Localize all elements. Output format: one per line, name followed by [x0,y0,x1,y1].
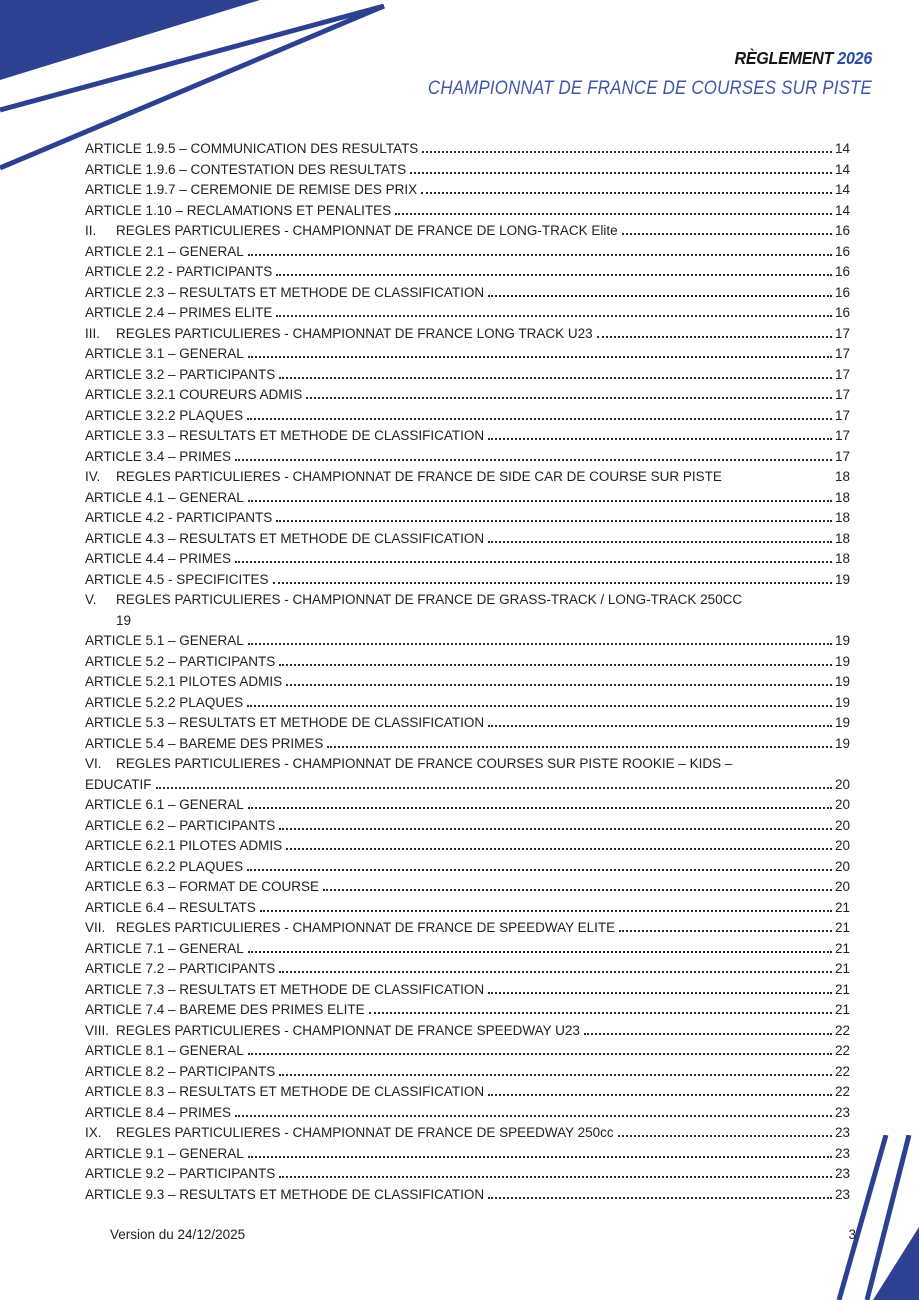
toc-entry-title: ARTICLE 3.2.1 COUREURS ADMIS [85,387,303,402]
leader-dots [276,315,832,317]
toc-page-number: 16 [834,284,850,300]
leader-dots [276,274,832,276]
toc-row [85,939,850,960]
toc-row [85,631,850,652]
toc-row [85,693,850,714]
toc-entry-title: ARTICLE 2.4 – PRIMES ELITE [85,305,273,320]
toc-section-numeral: V. [85,592,97,607]
leader-dots [247,869,832,871]
toc-row [85,611,850,632]
toc-entry-title: ARTICLE 5.2.1 PILOTES ADMIS [85,674,283,689]
leader-dots [619,930,832,932]
toc-entry-title: ARTICLE 1.9.6 – CONTESTATION DES RESULTATS [85,161,407,177]
leader-dots [279,377,832,379]
leader-dots [306,397,832,399]
toc-page-number: 19 [834,715,850,730]
toc-page-number: 19 [834,653,850,669]
toc-row [85,529,850,550]
toc-page-number: 21 [834,940,850,956]
speed-line [0,6,384,110]
toc-row [85,385,850,406]
toc-page-number: 17 [834,366,850,382]
toc-entry-title: 19 [116,612,132,628]
leader-dots [235,561,832,563]
toc-page-number: 16 [834,243,850,259]
toc-page-number: 18 [834,489,850,505]
document-subtitle: CHAMPIONNAT DE FRANCE DE COURSES SUR PISTE [427,78,872,99]
toc-row [85,877,850,898]
title-text: RÈGLEMENT [734,48,834,68]
toc-page-number: 21 [834,1002,850,1017]
toc-page-number: 21 [834,899,850,915]
toc-page-number: 14 [834,182,850,197]
toc-row [85,570,850,591]
toc-page-number: 19 [834,694,850,710]
toc-page-number: 17 [834,428,850,443]
toc-row [85,1021,850,1042]
toc-entry-title: ARTICLE 2.1 – GENERAL [85,243,244,259]
toc-entry-title: REGLES PARTICULIERES - CHAMPIONNAT DE FRANCE DE LONG-TRACK Elite [116,223,618,238]
leader-dots [323,889,832,891]
toc-entry-title: ARTICLE 7.4 – BAREME DES PRIMES ELITE [85,1002,365,1017]
leader-dots [273,582,832,584]
corner-wedge [0,0,260,80]
toc-page-number: 19 [834,633,850,648]
toc-entry-title: ARTICLE 9.1 – GENERAL [85,1145,244,1161]
toc-row [85,488,850,509]
toc-entry-title: ARTICLE 9.2 – PARTICIPANTS [85,1166,276,1181]
toc-page-number: 14 [834,202,850,218]
toc-row [85,180,850,201]
toc-entry-title: ARTICLE 5.1 – GENERAL [85,633,244,648]
toc-entry-title: ARTICLE 3.2.2 PLAQUES [85,407,244,423]
leader-dots [327,746,832,748]
leader-dots [247,705,832,707]
toc-entry-title: ARTICLE 8.3 – RESULTATS ET METHODE DE CLASSIFICATION [85,1084,485,1099]
leader-dots [410,172,832,174]
toc-page-number: 21 [834,981,850,997]
leader-dots [248,1156,832,1158]
toc-entry-title: ARTICLE 7.1 – GENERAL [85,940,244,956]
toc-row [85,1164,850,1185]
toc-row [85,549,850,570]
toc-row [85,652,850,673]
toc-page-number: 20 [834,858,850,874]
leader-dots [248,500,832,502]
page-header [372,48,872,100]
toc-row [85,508,850,529]
toc-entry-title: ARTICLE 3.4 – PRIMES [85,448,232,464]
toc-page-number: 19 [834,735,850,751]
leader-dots [286,684,832,686]
toc-entry-title: ARTICLE 8.1 – GENERAL [85,1043,244,1058]
document-title [412,48,872,69]
toc-row [85,1041,850,1062]
toc-row [85,221,850,242]
toc-section-numeral: II. [85,223,97,238]
toc-row [85,365,850,386]
page-number: 3 [848,1227,856,1242]
toc-page-number: 20 [834,797,850,812]
toc-row [85,242,850,263]
toc-entry-title: ARTICLE 5.2 – PARTICIPANTS [85,653,276,669]
toc-row [85,1000,850,1021]
toc-page-number: 20 [834,838,850,853]
leader-dots [279,664,832,666]
toc-page-number: 19 [834,571,850,587]
toc-section-numeral: IX. [85,1125,102,1140]
leader-dots [260,910,832,912]
toc-row [85,1082,850,1103]
toc-row [85,447,850,468]
toc-section-numeral: VI. [85,756,102,771]
toc-row [85,754,850,775]
leader-dots [248,356,832,358]
toc-row [85,139,850,160]
toc-row [85,406,850,427]
leader-dots [235,459,832,461]
leader-dots [276,520,832,522]
toc-page-number: 23 [834,1145,850,1161]
toc-page-number: 14 [834,141,850,156]
leader-dots [279,1074,832,1076]
toc-page-number: 19 [834,674,850,689]
toc-entry-title: ARTICLE 1.10 – RECLAMATIONS ET PENALITES [85,202,392,218]
toc-entry-title: REGLES PARTICULIERES - CHAMPIONNAT DE FRANCE DE SIDE CAR DE COURSE SUR PISTE [116,469,722,484]
toc-entry-title: ARTICLE 2.2 - PARTICIPANTS [85,264,273,279]
toc-row [85,262,850,283]
leader-dots [248,1053,832,1055]
toc-row [85,734,850,755]
toc-entry-title: ARTICLE 6.3 – FORMAT DE COURSE [85,879,320,894]
toc-section-numeral: III. [85,325,101,341]
leader-dots [488,438,832,440]
toc-page-number: 21 [834,920,850,935]
toc-page-number: 22 [834,1022,850,1038]
toc-page-number: 23 [834,1166,850,1181]
toc-entry-title: ARTICLE 8.2 – PARTICIPANTS [85,1063,276,1079]
toc-page-number: 17 [834,407,850,423]
toc-page-number: 20 [834,776,850,792]
toc-entry-title: ARTICLE 6.2.2 PLAQUES [85,858,244,874]
toc-row [85,795,850,816]
toc-row [85,324,850,345]
toc-section-numeral: IV. [85,469,101,484]
toc-entry-title: REGLES PARTICULIERES - CHAMPIONNAT DE FRANCE COURSES SUR PISTE ROOKIE – KIDS – [116,756,733,771]
toc-row [85,672,850,693]
leader-dots [488,1094,832,1096]
speed-line [867,1135,909,1300]
toc-row [85,775,850,796]
toc-page-number: 16 [834,305,850,320]
toc-entry-title: ARTICLE 6.2.1 PILOTES ADMIS [85,838,283,853]
leader-dots [286,848,832,850]
toc-entry-title: ARTICLE 6.1 – GENERAL [85,797,244,812]
toc-entry-title: ARTICLE 4.5 - SPECIFICITES [85,571,269,587]
toc-row [85,426,850,447]
toc-page-number: 18 [834,530,850,546]
toc-entry-title: EDUCATIF [85,776,152,792]
toc-page-number: 21 [834,961,850,976]
toc-row [85,1062,850,1083]
toc-row [85,713,850,734]
toc-row [85,201,850,222]
toc-page-number: 18 [834,510,850,525]
page-footer [110,1227,856,1242]
leader-dots [395,213,832,215]
leader-dots [248,951,832,953]
leader-dots [248,643,832,645]
toc-page-number: 17 [834,346,850,361]
toc-page-number: 22 [834,1084,850,1099]
toc-row [85,980,850,1001]
toc-row [85,303,850,324]
toc-row [85,1103,850,1124]
toc-page-number: 23 [834,1186,850,1202]
toc-row [85,1144,850,1165]
toc-entry-title: REGLES PARTICULIERES - CHAMPIONNAT DE FRANCE DE SPEEDWAY 250cc [116,1125,614,1140]
toc-entry-title: ARTICLE 2.3 – RESULTATS ET METHODE DE CLASSIFICATION [85,284,485,300]
leader-dots [247,418,832,420]
toc-entry-title: ARTICLE 4.2 - PARTICIPANTS [85,510,273,525]
toc-row [85,160,850,181]
toc-row [85,918,850,939]
leader-dots [279,828,832,830]
leader-dots [488,725,832,727]
toc-page-number: 20 [834,879,850,894]
leader-dots [488,295,832,297]
toc-entry-title: ARTICLE 8.4 – PRIMES [85,1104,232,1120]
toc-page-number: 18 [834,469,850,484]
leader-dots [488,1197,832,1199]
toc-row [85,816,850,837]
leader-dots [248,254,832,256]
leader-dots [421,192,832,194]
toc-page-number: 17 [834,448,850,464]
toc-row [85,590,850,611]
toc-row [85,344,850,365]
toc-row [85,1185,850,1206]
toc-page-number: 22 [834,1063,850,1079]
toc-entry-title: ARTICLE 4.1 – GENERAL [85,489,244,505]
leader-dots [369,1012,832,1014]
toc-page-number: 14 [834,161,850,177]
toc-row [85,898,850,919]
toc-section-numeral: VII. [85,920,106,935]
leader-dots [488,992,832,994]
toc-entry-title: ARTICLE 4.4 – PRIMES [85,551,232,566]
toc-row [85,857,850,878]
toc-entry-title: REGLES PARTICULIERES - CHAMPIONNAT DE FRANCE DE SPEEDWAY ELITE [116,920,616,935]
toc-entry-title: ARTICLE 7.3 – RESULTATS ET METHODE DE CLASSIFICATION [85,981,485,997]
toc-page-number: 23 [834,1125,850,1140]
toc-entry-title: ARTICLE 5.3 – RESULTATS ET METHODE DE CLASSIFICATION [85,715,485,730]
toc-entry-title: ARTICLE 1.9.5 – COMMUNICATION DES RESULTATS [85,141,419,156]
toc-entry-title: REGLES PARTICULIERES - CHAMPIONNAT DE FRANCE DE GRASS-TRACK / LONG-TRACK 250CC [116,592,743,607]
leader-dots [279,971,832,973]
toc-entry-title: REGLES PARTICULIERES - CHAMPIONNAT DE FRANCE SPEEDWAY U23 [116,1022,580,1038]
leader-dots [584,1033,832,1035]
toc-page-number: 23 [834,1104,850,1120]
toc-page-number: 18 [834,551,850,566]
leader-dots [279,1176,832,1178]
leader-dots [235,1115,832,1117]
toc-entry-title: ARTICLE 6.2 – PARTICIPANTS [85,817,276,833]
toc-page-number: 20 [834,817,850,833]
toc-entry-title: ARTICLE 3.1 – GENERAL [85,346,244,361]
toc-entry-title: ARTICLE 6.4 – RESULTATS [85,899,256,915]
toc-entry-title: ARTICLE 9.3 – RESULTATS ET METHODE DE CLASSIFICATION [85,1186,485,1202]
toc-row [85,836,850,857]
toc-entry-title: ARTICLE 4.3 – RESULTATS ET METHODE DE CLASSIFICATION [85,530,485,546]
toc-list [85,139,850,1205]
leader-dots [622,233,832,235]
leader-dots [156,787,832,789]
toc-page-number: 16 [834,264,850,279]
leader-dots [248,807,832,809]
title-year: 2026 [837,48,872,68]
toc-page-number: 17 [834,325,850,341]
toc-row [85,283,850,304]
corner-wedge [873,1227,919,1300]
toc-entry-title: ARTICLE 3.3 – RESULTATS ET METHODE DE CLASSIFICATION [85,428,485,443]
leader-dots [422,151,832,153]
leader-dots [488,541,832,543]
toc-entry-title: ARTICLE 5.2.2 PLAQUES [85,694,244,710]
toc-entry-title: ARTICLE 5.4 – BAREME DES PRIMES [85,735,324,751]
toc-entry-title: ARTICLE 1.9.7 – CEREMONIE DE REMISE DES PRIX [85,182,418,197]
toc-row [85,467,850,488]
leader-dots [597,336,832,338]
toc-row [85,1123,850,1144]
toc-entry-title: ARTICLE 3.2 – PARTICIPANTS [85,366,276,382]
toc-row [85,959,850,980]
toc-entry-title: ARTICLE 7.2 – PARTICIPANTS [85,961,276,976]
toc-page-number: 17 [834,387,850,402]
toc-page-number: 22 [834,1043,850,1058]
toc-entry-title: REGLES PARTICULIERES - CHAMPIONNAT DE FRANCE LONG TRACK U23 [116,325,593,341]
leader-dots [618,1135,832,1137]
toc-section-numeral: VIII. [85,1022,110,1038]
toc-page-number: 16 [834,223,850,238]
version-label: Version du 24/12/2025 [110,1227,246,1242]
